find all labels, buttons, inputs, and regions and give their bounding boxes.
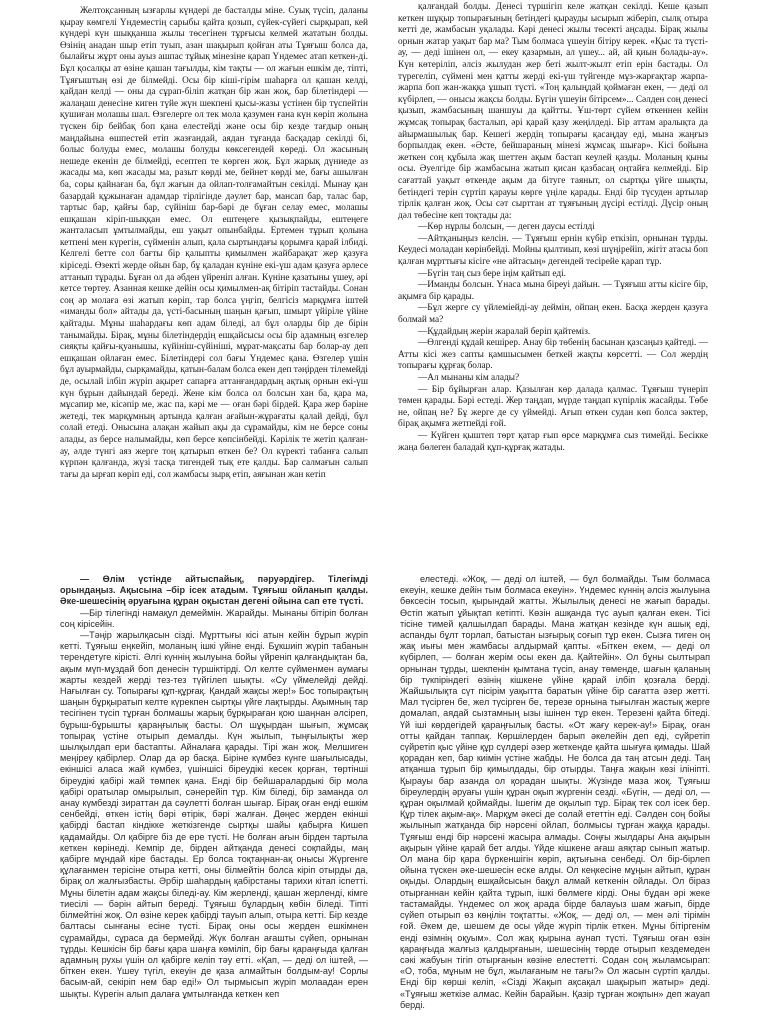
paragraph: Желтоқсанның ызғарлы күндері де басталды міне. Суық түсіп, даланы қырау көмгелі Үндеместің сарыбы қайта қозып, сүйек-сүйегі сырқырап, кей күндері күн шыққанша жылы төсегінен тұрғысы келмей жататын болды. Өзінің анадан шыр етіп туып, азан шақырып қойған аты Тұяғыш болса да, былайғы жұрт оны ауыз ашпас тұйық мінезіне қарап Үндемес атап кеткен-ді. Бұл қосалқы ат өзіне қашан тағылды, кім тақты — ол жағын ешкім де, тіпті, Тұяғыштың өзі де білмейді. Осы бір кіші-гірім шаһарға ол қашан келді, қайдан келді — оны да сұрап-біліп жатқан бір жан жоқ, бар білетіндері — жалаңаш денесіне киген түйе жүн шекпені қысы-жазы үстінен бір түспейтін қушиған молашы шал. Өзгелерге ол тек мола қазумен ғана күн көріп жолына түскен бір бейбақ боп қана елестейді және осы бір кезде тағдыр оның маңдайына өшпестей етіп жазғандай, аядан тұғанда басқадар секілді бі, болыс болуды емес, молашы болуды көксегендей көреді. Ол жасының нешеде екенін де білмейді, есептеп те көрген жоқ. Бұл жарық дүниеде аз жасады ма, көп жасады ма, разыт көрді ме, бейнет көрді ме, бағы ашылған ба, соры қайнаған ба, бұл жағын да ойлап-толғамайтын секілді. Мынау қан базардай құжынаған адамдар тірлігінде дәулет бар, мансап бар, талас бар, тартыс бар, қайғы бар, сүйініш бар-бәрі де бұған селау емес, молашы ешқашан кіріп-шыққан емес. Ол ештеңеге қызықпайды, ештеңеге жанталасып ұмтылмайды, еш уақыт опынбайды. Ертемен тұрып қолына кетпені мен күрегін, сүйменін алып, қала сыртындағы қорымға қарай ілбиді. Келгелі бетте сол бағты бір қалыпты қимылмен жайбарақат жер қазуға кіріседі. Өзекті жерде ойын бар, бұ қаладан күніне екі-үш адам қазуға әрлесе аттанып тұрады. Бұған ол да әбден үйреніп алған. Күніне қазатыны үшеу, әрі кетсе төртеу. Азанная кешке дейін осы қимылмен-ақ бітіріп тастайды. Сонан соң әр молаға өзі жатып көріп, тар болса үңгіп, белгісіз марқұмға іштей «иманды бол» айтады да, үсті-басының шаңын қағып, шмырт үйіріле үйіне қайтады. Мұны шаһардағы көп адам біледі, ал бұл оларды бір де бірін танымайды. Бірақ, мұны білетіндердің ешқайсысы осы бір адамның өзгелер сияқты қайғы-қуанышы, күйініш-сүйініші, мұрат-мақсаты бар болар-ау деп ешқашан ойлаған емес. Білетіндері сол бағы Үндемес қана. Өзгелер үшін бұл ауырмайды, сырқамайды, қатын-балам болса екен деп тәңірден тілемейді де, осылай ілбіп жүріп ақырет сапарға аттанғандардың ақтық орнын екі-үш күн бұрын дайындай береді. Жене кім болса ол болсын хан ба, қара ма, мұсапир ме, кісәпір ме, жас па, кәрі ме — оған бәрі бірдей. Қара жер бәріне жетеді, тек марқұмның артында қалған ағайын-жұрағаты қалай дейді, бұл солай етеді. Онысына алақан жайып ақы да сұрамайды, кім не берсе соны алады, аз берсе налымайды, көп берсе көпсінбейді. Кәрілік те жетіп қалған-ау, әлде түнгі аяз жерге тоң қатырып өткен бе? Ол күректі табанға салып күрпән қалғанда, жүзі тасқа тигендей тық ете қалды. Бар салмағын салып тағы да ырғап көріп еді, сол жамбасы зырқ етіп, аяғынан жан кетіп	[60, 6, 368, 480]
top-right-column	[398, 2, 708, 454]
paragraph: —Өлгенді құдай кешірер. Анау бір төбенің басынан қазсаңыз қайтеді. — Атты кісі жез сапты қамшысымен беткей жақты көрсетті. — Сол жердің топырағы құрғақ болар.	[398, 338, 709, 372]
paragraph: —Иманды болсын. Үнаса мына біреуі дайын. — Тұяғыш атты кісіге бір, ақымға бір қарады.	[398, 280, 708, 302]
paragraph: —Құдайдың жерін жаралай беріп қайтеміз.	[418, 326, 591, 337]
top-left-column	[60, 6, 368, 481]
paragraph: —Көр нұрлы болсын, — деген даусы естілді	[418, 222, 595, 233]
paragraph: елестеді. «Жоқ, — деді ол іштей, — бұл болмайды. Тым болмаса екеуін, кешке дейін тым болмаса екеуін». Үндемес күннің әлсіз жылуына бөксесін тосып, қырындай жатты. Жылылық денесі не жағып барады. Өстіп жатып ұйықтап кетіпті. Көзін ашқанда түс ауып қалған екен. Тісі тісіне тимей қалшылдап барады. Мана жатқан кезінде күн ашық еді, аспанды бұлт торлап, батыстан ызғырық соғып тұр екен. Сызға тиген оң жақ иығы мен жамбасы алдырмай қапты. «Біткен екем, — деді ол күбірлеп, — болған жерім осы екен да. Қайтейін». Ол бұны сылтырап орнынан тұрды, шекпенін қымтана түсіп, анау төменде, шағын қаланың бір түкпіріндегі өзінің кішкене үйіне қарай ілбіп қозғала берді. Жайшылықта сүт пісірім уақытта баратын үйіне бір сағатта әзер жетті. Мал түсірген бе, жел түсірген бе, терезе орнына тығылған жастық жерге домалап, аядай сызтамның ызы ішінен тұр екен. Терезені қайта бітеді. Үй іші көрдегідей қараңғылық басты. «От жағу керек-ау!» Бірақ, оған отты қайдан таппақ. Көршілерден барып әкелейін деп еді, сүйретіп сүйретіп қыс үйіне құр сүлдері әзер жеткенде қайта шығуға қимады. Шай қорадан кеп, бар киімін үстіне жабды. Не болса да таң атсын деді. Таң атқанша тұрып бір қимылдады, бір отырды. Таңға жақын көзі ілініпті. Қырауы бар азанда ол қорадан шықты. Жүзінде маза жоқ. Тұяғыш біреулердің әруағы үшін құран оқып жүргенін сезді. «Бүгін, — деді ол, — құран оқылмай қоймайды. Ішегім де оқылып тұр. Бірақ тек сол ісек бер. Құр тілек ақым-ақ». Марқұм әкесі де солай ететтін еді. Сәлден соң бойы жылынып жатқанда бір нәрсені ойлап, болмысы тұрған жаққа қарады. Тұяғыш енді бір нәрсені жасыра алмады. Соңғы жылдары Ана ақырын ақырын үйіне қарай бет алды. Үйде кішкене ағаш аяқтар сынып жатыр. Ол мана бір қара бүркеншігін көріп, ақтығына сенбеді. Ол бір-бірлеп ойына түскен әке-шешесін еске алды. Ол кеңкесіне мұңын айтып, құран оқыды. Олардың ешқайсысын бақұл алмай кеткенін ойлады. Ол біраз отырғаннан кейін қайта тұрып, ішкі бөлмеге кірді. Оны бұдан әрі жеке тастамайды. Үндемес ол жоқ арада бірде балауыз шам жағып, бірде сүйеп отырып өз көңілін тоқтатты. «Жоқ, — деді ол, — мен әлі тірімін ғой. Әкем де, шешем де осы үйде жүріп тірлік еткен. Мұны бітіргенім енді өзімнің оқуым». Сол жақ қырына аунап түсті. Тұяғыш оған өзін қараңғыда жалғыз қалдырғанын, шешесінің төрде отырып кездемеден сәкі жабуын тігіп отырғанын көзіне елестетті. Содан соң жыламсырап: «О, тоба, мұным не бұл, жылағаным не тағы?» Ол жасын сүртіп қалды. Енді бір көрші келіп, «Сізді Жақып ақсақал шақырып жатыр» деді. «Тұяғыш жеткізе алмас. Кейін барайын. Қазір тұрған жоқпын» деп жауап берді.	[400, 574, 710, 1010]
paragraph: —Бір тілегінді намақул демеймін. Жарайды. Мынаны бітіріп болған соң кірісейін.	[60, 607, 368, 629]
paragraph: —Ал мынаны кім алады?	[418, 373, 520, 383]
paragraph: —Бүгін таң сыз бере іңім қайтып еді.	[418, 268, 567, 279]
paragraph: —Тәңір жарылқасын сізді. Мұрттығы кісі атын кейін бұрып жүріп кетті. Тұяғыш еңкейіп, моланың ішкі үйіне енді. Бұкшиіп жүріп табанын терендетуге кірісті. Әлгі күннің жылуына бойы үйреніп қалғандықтан ба, ақым мүп-мұздай боп денесін түршіктірді. Ол келте сүйменмен аумағы жарты кездей жерді тез-тез түйгілеп шықты. «Су үймелейді дейді. Нағылған су. Топырағы құп-құрғақ. Қандай жақсы жер!» Бос топырақтың шаңын бұрқыратып келте күрекпен сыртқы үйге лақтырды. Ақымның тар тесігінен түсіп тұрған болмашы жарық бұрқыраған қою шаңнан әлсіреп, бұрыш-бұрышты қараңғылық басты. Ол шұқырдан шығып, жұмсақ топырақ үстіне отырып демалды. Күн жылып, тыңғылықты жер шылқылдап ери бастапты. Айналаға қарады. Тірі жан жоқ. Мелшиген меңіреу қабірлер. Олар да әр басқа. Біріне күмбез күнге шағылысады, екіншісі аласа жай күмбез, үшіншісі біреудікі кесек қорған, төртінші біреудікі қабірі жай төмпек қана. Енді бір бейшаралардыкі бір мола қабірі оратылар омырылып, сәнерейіп тұр. Кім біледі, бір заманда ол анау күмбезді зираттан да сәулетті болған шығар. Бірақ оған енді ешкім сенбейді, өткен істің бәрі өтірік, бәрі жалған. Дөңес жерден екінші қабірді бастап кіндікке жеткізгенде сыртқы шайы қабырға Кишеп қадамайды. Ол қабірге біз де ере түсті. Не болған ағын бірден тартыла кеткен көрінеді. Кемпір де, бірден айтқанда денесі соқпайды, маң қабірге мұндай кіре бастады. Ер болса тоқтаңнан-ақ онысы Жүргенге құлағанмен терісіне отыра кетті, оны білмейтін болса кіріп отырды да, бірақ ол жалғызбасты. Әрбір шаһардың қабірстаны тарихи кітап іспетті. Мұны білетін адам жақсы біледі-ау. Кім жерленді, қашан жерленді, кімге тиесілі — бәрін айтып береді. Тұяғыш бұлардың көбін біледі. Тіпті білмейтіні жоқ. Ол өзіне керек қабірді тауып алып, отыра кетті. Бір кезде балтасы сынғаны есіне түсті. Бірақ оны осы жерден ешкімнен сұрамайды, сұраса да бермейді. Жүк болған ағашты сүйеп, орнынан тұрды. Кешкісін бір бағы қара шаңға көміліп, бір бағы қараңғыда қалған адамның рухы үшін ол қабірге келіп тәу етті. «Қап, — деді ол іштей, — біткен екен. Үшеу түгіл, екеуін де қаза алмайтын болдым-ау! Сорлы басым-ай, секіріп нем бар еді!» Ол тырмысып жүріп молаадан ерен шықты. Күрегін алып далаға ұмтылғанда кеткен кеп	[60, 630, 368, 999]
paragraph: —Айтқаныңыз келсін. — Тұяғыш ернін күбір еткізіп, орнынан тұрды. Кеудесі моладан көрінбейді. Мойны қылтиып, көзі шүңірейіп, жігіт атасы боп қалған мұрттығы кісіге «не айтасың» дегендей тесірейе қарап тұр.	[398, 233, 708, 268]
paragraph: — Бір бұйырған алар. Қазылған көр далада қалмас. Тұяғыш түнеріп төмен қарады. Бәрі естеді. Жер таңдап, мүрде таңдап күпірлік жасайды. Төбе не, ойпаң не? Бұ жерге де су үймейді. Ағып өткен судан көп болса зәктер, бірақ ақымға жетпейді ғой.	[398, 384, 708, 430]
paragraph: — Күйген қыштеп төрт қатар ғып өрсе марқұмға сыз тимейді. Бесікке жаңа бөлеген баладай құп-құрғақ жатады.	[398, 430, 708, 453]
bottom-left-column	[60, 574, 368, 1000]
paragraph: қалғандай болды. Денесі түршігіп келе жатқан секілді. Кеше қазып кеткен шұқыр топырағының бетіндегі қырауды ысырып жіберіп, сылқ отыра кетті де, жамбасын уқалады. Кәрі денесі жылы төсекті аңсады. Бірақ жылы орнын жатар уақыт бар ма? Тым болмаса үшеуін бітіру керек. «Қыс та түсті-ау, — деді ішінен ол, — екеу қазармын, ал үшеу... ай, ай қиын болады-ау». Күн көтеріліп, әлсіз жылудан жер беті жылт-жылт етіп ерін бастады. Ол түрегеліп, сүйменi мен қатты жерді екі-үш түйгенде мұз-жарғақтар жарпа-жарпа боп жан-жаққа ұшып түсті. «Тоң қалыңдай қоймаған екен, — деді ол күбірлеп, — онысы жақсы болды. Бүгін үшеуін бітірсем»... Сәлден соң денесі қызып, жамбасының шаншуы да қайтты. Ұш-төрт сүйем өткеннен кейін жұмсақ топырақ басталып, әрі қарай қазу жеңілдеді. Бір аттам аралықта да айырмашылық бар. Кешегі жердің топырағы қасаңдау еді, мына жаңғыз борпылдақ екен. «Әсте, бейшараның мінезі жұмсақ шығар». Кісі бойына жеткен соң құбыла жақ шеттен ақым бастап кеулей қазды. Моланың қыны осы. Әуелгіде бір жамбасына жатып қисан қазбасаң оңтайға келмейді. Бір сағаттай уақыт өткенде ақым да бітуге таяныт, ол сыртқы үйге шықты, бетіндегі терін сүртіп қарауы көрге үңіле қарады. Енді бір түсуден артылар тірлік қалған жоқ. Осы сәт сырттан ат тұяғының дүсірі естілді. Дүсір оның дәл төбесіне кеп тоқтады да:	[398, 2, 708, 221]
bottom-right-column	[400, 574, 710, 1011]
paragraph: —Бұл жерге су үйлеміейді-ау деймін, ойпаң екен. Басқа жерден қазуға болмай ма?	[398, 303, 708, 326]
paragraph: — Өлім үстінде айтыспайық, пәруәрдігер. Тілегімді орындаңыз. Ақысына –бір ісек атадым. Тұяғыш ойланып қалды. Әке-шешесінің әруағына құран оқыстан дегені ойына сап ете түсті.	[60, 574, 368, 607]
